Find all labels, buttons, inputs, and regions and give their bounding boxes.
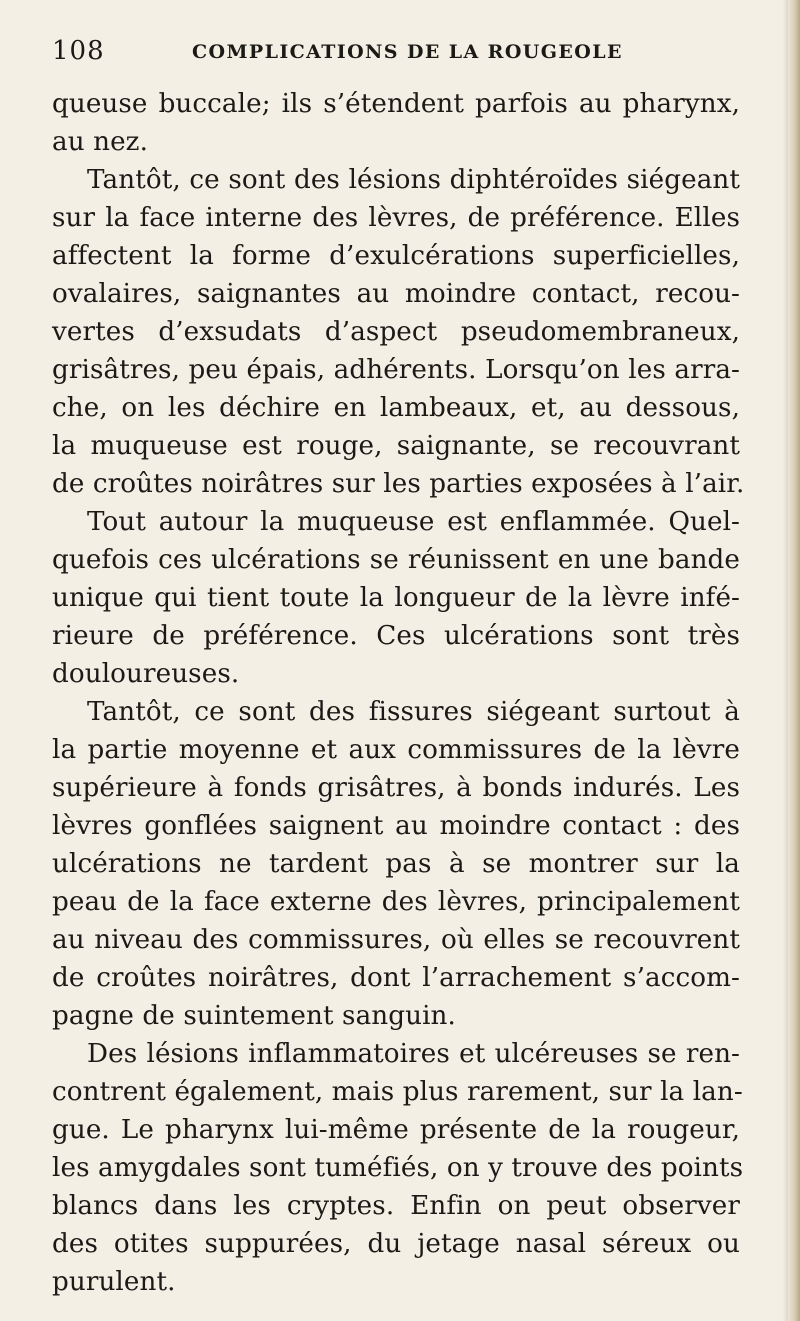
text-line: la partie moyenne et aux commissures de la lèvre [52,735,740,765]
text-line: gue. Le pharynx lui-même présente de la rougeur, [52,1115,740,1145]
text-line: peau de la face externe des lèvres, principalement [52,887,740,917]
text-line: supérieure à fonds grisâtres, à bonds indurés. Les [52,773,740,803]
text-line: des otites suppurées, du jetage nasal séreux ou [52,1229,740,1259]
text-line: douloureuses. [52,659,240,689]
page-number: 108 [52,36,105,66]
text-line: de croûtes noirâtres, dont l’arrachement s’accom- [52,963,740,993]
text-line: vertes d’exsudats d’aspect pseudomembraneux, [52,317,740,347]
text-line: lèvres gonflées saignent au moindre contact : des [52,811,740,841]
text-line: les amygdales sont tuméfiés, on y trouve des points [52,1153,744,1183]
text-line: au niveau des commissures, où elles se recouvrent [52,925,740,955]
text-line: ulcérations ne tardent pas à se montrer sur la [52,849,740,879]
text-line: unique qui tient toute la longueur de la lèvre infé- [52,583,740,613]
text-line: pagne de suintement sanguin. [52,1001,456,1031]
text-line: Tantôt, ce sont des fissures siégeant surtout à [87,697,740,727]
page-header [52,34,742,74]
text-line: la muqueuse est rouge, saignante, se recouvrant [52,431,740,461]
text-line: Tout autour la muqueuse est enflammée. Quel- [87,507,740,537]
text-line: rieure de préférence. Ces ulcérations sont très [52,621,740,651]
text-line: ovalaires, saignantes au moindre contact, recou- [52,279,740,309]
text-line: grisâtres, peu épais, adhérents. Lorsqu’on les arra- [52,355,740,385]
text-line: quefois ces ulcérations se réunissent en une bande [52,545,740,575]
text-line: contrent également, mais plus rarement, sur la lan- [52,1077,743,1107]
running-head: COMPLICATIONS DE LA ROUGEOLE [192,41,623,63]
text-line: queuse buccale; ils s’étendent parfois au pharynx, [52,89,740,119]
text-line: de croûtes noirâtres sur les parties exposées à l’air. [52,469,745,499]
text-line: che, on les déchire en lambeaux, et, au dessous, [52,393,740,423]
text-line: blancs dans les cryptes. Enfin on peut observer [52,1191,740,1221]
text-line: au nez. [52,127,148,157]
text-line: purulent. [52,1267,176,1297]
page-edge [788,0,800,1321]
text-line: affectent la forme d’exulcérations superficielles, [52,241,740,271]
text-line: Tantôt, ce sont des lésions diphtéroïdes siégeant [87,165,740,195]
text-line: sur la face interne des lèvres, de préférence. Elles [52,203,740,233]
text-line: Des lésions inflammatoires et ulcéreuses se ren- [87,1039,740,1069]
